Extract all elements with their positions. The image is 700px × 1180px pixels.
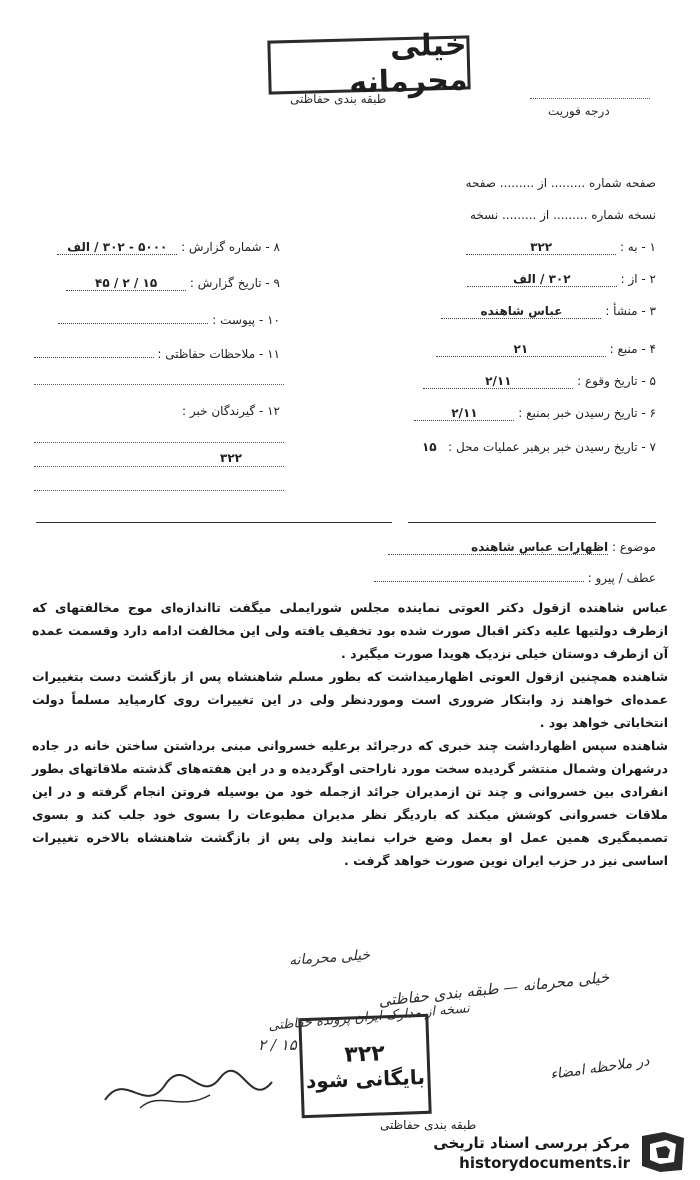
handwritten-note-2: خیلی محرمانه — طبقه بندی حفاظتی (377, 967, 611, 1011)
report-number-label: ۸ - شماره گزارش : (181, 240, 280, 254)
recipients-field (182, 404, 280, 418)
date-event-field (423, 374, 656, 389)
report-date-label: ۹ - تاریخ گزارش : (189, 276, 280, 290)
source-value: ۲۱ (436, 342, 606, 357)
subject-field (388, 540, 656, 555)
top-classification-stamp: خیلی محرمانه (267, 35, 470, 94)
date-received-label: ۶ - تاریخ رسیدن خبر بمنبع : (518, 406, 656, 420)
to-value: ۳۲۲ (466, 240, 616, 255)
attachment-field (58, 312, 280, 327)
body-paragraph-1: عباس شاهنده ازقول دکتر العوتی نماینده مجلس شورایملی میگفت تااندازه‌ای موج مخالفتهای که ازطرف دولتیها علیه دکتر اقبال صورت شده بود تخفیف یافته ولی این مخالفت ادامه دارد وقسمت عمده آن ازطرف دوستان خیلی نزدیک هویدا صورت میگیرد . (32, 600, 668, 661)
reference-label: عطف / پیرو : (587, 571, 656, 585)
date-received-field (414, 406, 656, 421)
origin-value: عباس شاهنده (441, 304, 601, 319)
archive-stamp-number: ۳۲۲ (344, 1040, 386, 1068)
watermark-url: historydocuments.ir (459, 1154, 630, 1172)
reference-field (374, 570, 656, 585)
remarks-line-2 (34, 384, 284, 385)
body-paragraph-2: شاهنده همچنین ازقول العوتی اظهارمیداشت که بطور مسلم شاهنشاه پس از بازگشت دست بتغییرات عمده‌ای خواهند زد وابتکار ضروری است وموردنظر ولی در این تغییرات روی کارمیاید مسلماً دولت انتخاباتی خواهد بود . (32, 669, 668, 730)
handwritten-note-1: خیلی محرمانه (288, 947, 371, 969)
recipients-value: ۳۲۲ (220, 451, 242, 465)
watermark-title: مرکز بررسی اسناد تاریخی (433, 1134, 630, 1152)
archive-stamp (298, 1014, 431, 1118)
report-date-value: ۱۵ / ۲ / ۴۵ (66, 276, 186, 291)
handwritten-note-3: نسخه از مدارک ایران پرونده حفاظتی (267, 1001, 471, 1034)
bottom-classification-label: طبقه بندی حفاظتی (380, 1118, 477, 1132)
subject-label: موضوع : (611, 540, 656, 554)
handwritten-date: ۱۵ / ۲ (258, 1036, 297, 1054)
from-label: ۲ - از : (620, 272, 656, 286)
date-ops-value: ۱۵ (421, 440, 437, 454)
divider-left (36, 522, 392, 523)
to-field (466, 240, 656, 255)
report-body (32, 596, 668, 872)
report-date-field (66, 276, 280, 291)
recipients-line-3 (34, 490, 284, 491)
remarks-dots (34, 346, 154, 358)
to-label: ۱ - به : (619, 240, 656, 254)
source-label: ۴ - منبع : (609, 342, 656, 356)
source-field (436, 342, 656, 357)
archive-logo-icon (638, 1130, 688, 1174)
priority-line (530, 98, 650, 99)
recipients-line-1 (34, 442, 284, 443)
source-watermark (418, 1128, 694, 1176)
recipients-line-2 (34, 466, 284, 467)
from-field (467, 272, 656, 287)
report-number-field (57, 240, 280, 255)
from-value: ۳۰۲ / الف (467, 272, 617, 287)
attachment-dots (58, 312, 208, 324)
body-paragraph-3: شاهنده سپس اظهارداشت چند خبری که درجرائد برعلیه خسروانی مبنی برداشتن ساختن خانه در جاده درشهران وشمال منتشر گردیده سخت مورد ناراحتی اوگردیده و در این هفته‌های گذشته ملاقاتهای بطور انفرادی بین خسروانی و چند تن ازمدیران جرائد ازجمله خود من بوسیله فروتن انجام گرفته و در این ملاقات خسروانی کوشش میکند که باردیگر نظر مدیران مطبوعات را بسوی خود جلب کند و بسوی تصمیمگیری همین عمل او بعمل وضع خراب نمایند ولی پس از بازگشت شاهنشاه بالاخره تغییرات اساسی نیز در حزب ایران نوین صورت خواهد گرفت . (32, 738, 668, 868)
copy-number-field: نسخه شماره ......... از ......... نسخه (469, 208, 656, 222)
origin-field (441, 304, 656, 319)
reference-dots (374, 570, 584, 582)
classification-label: طبقه بندی حفاظتی (290, 92, 387, 106)
recipients-label: ۱۲ - گیرندگان خبر : (182, 404, 280, 418)
signature-scribble (100, 1060, 280, 1120)
remarks-label: ۱۱ - ملاحظات حفاظتی : (157, 347, 280, 361)
divider-right (408, 522, 656, 523)
origin-label: ۳ - منشأ : (605, 304, 656, 318)
date-received-value: ۲/۱۱ (414, 406, 514, 421)
remarks-field (34, 346, 280, 361)
report-number-value: ۵۰۰۰ - ۳۰۲ / الف (57, 240, 177, 255)
date-event-value: ۲/۱۱ (423, 374, 573, 389)
page-number-field: صفحه شماره ......... از ......... صفحه (465, 176, 656, 190)
attachment-label: ۱۰ - پیوست : (212, 313, 280, 327)
subject-value: اظهارات عباس شاهنده (388, 540, 608, 555)
date-event-label: ۵ - تاریخ وقوع : (577, 374, 656, 388)
date-ops-label: ۷ - تاریخ رسیدن خبر برهبر عملیات محل : (448, 440, 656, 454)
date-ops-field (414, 440, 656, 454)
handwritten-note-4: در ملاحظه امضاء (549, 1053, 651, 1083)
archive-stamp-text: بایگانی شود (305, 1064, 426, 1093)
priority-label: درجه فوریت (548, 104, 610, 118)
